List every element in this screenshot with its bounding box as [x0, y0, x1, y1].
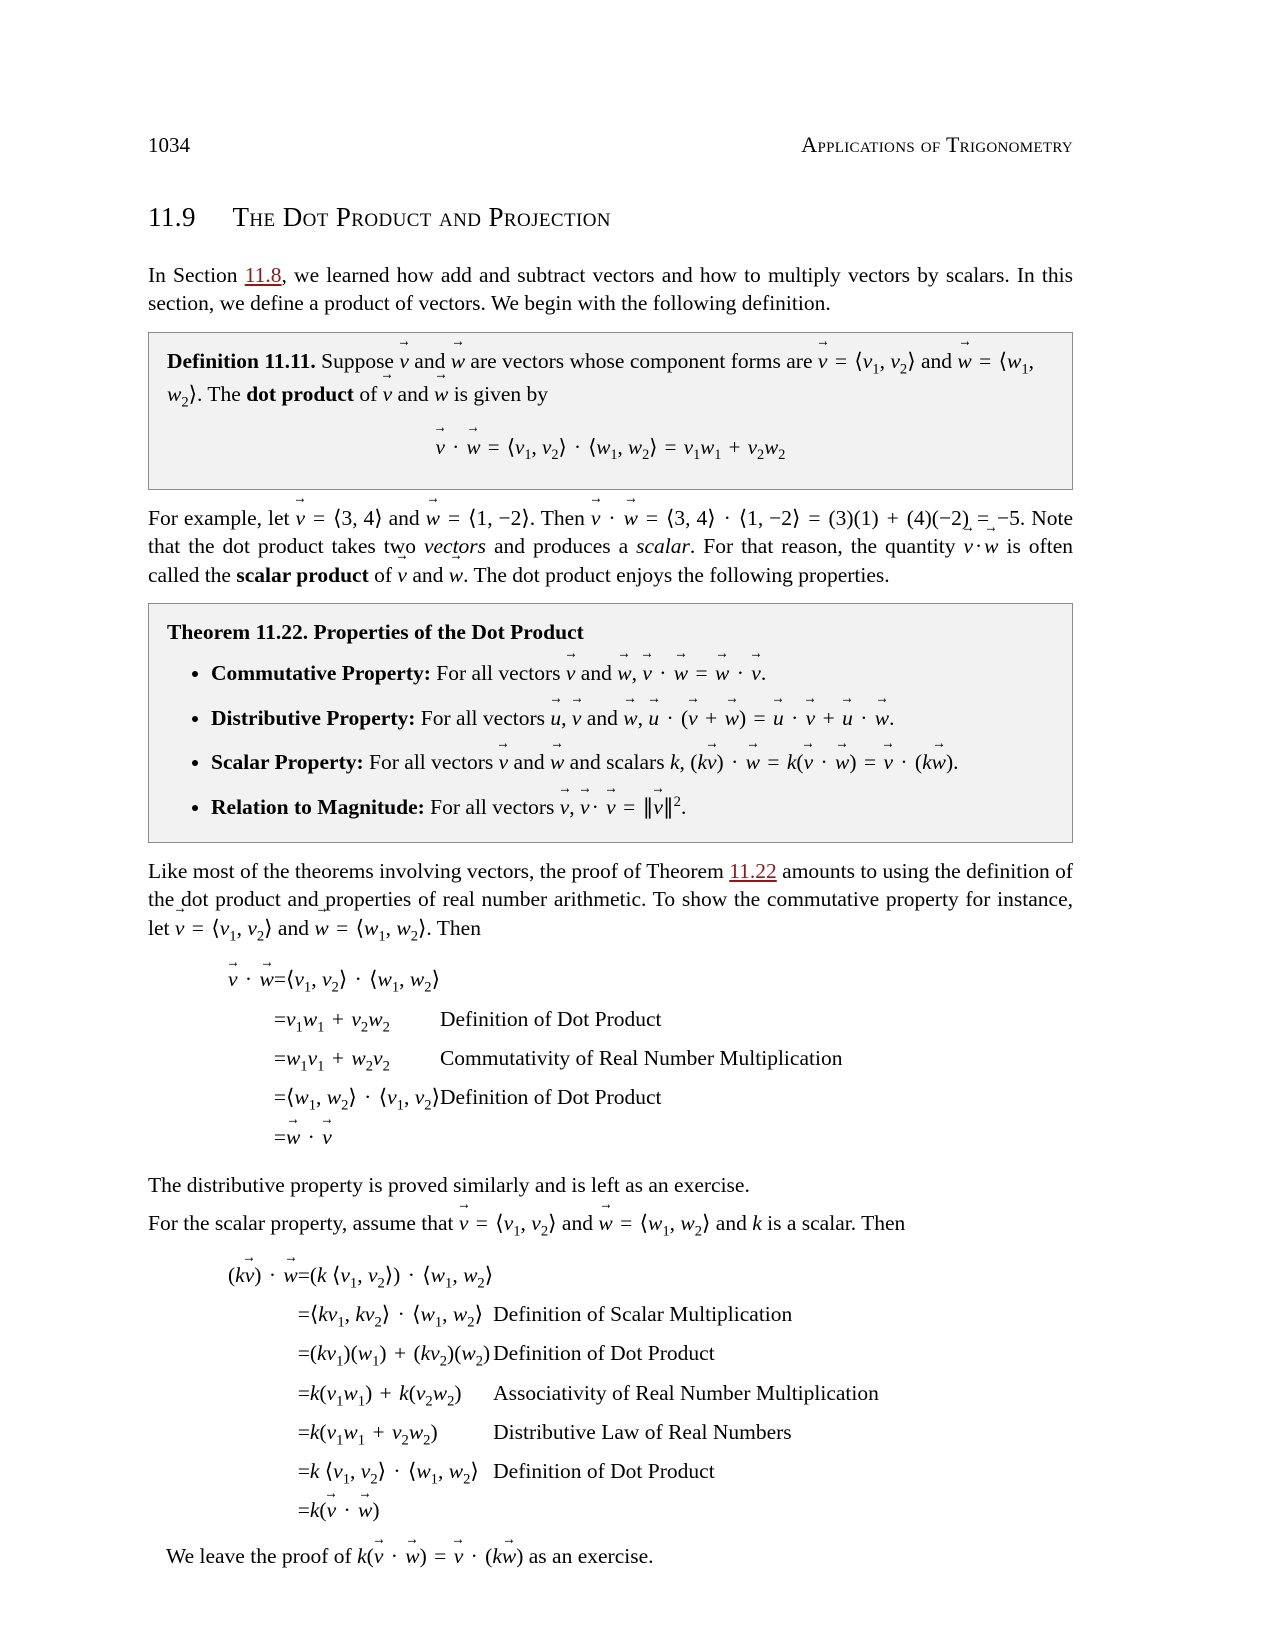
derivation-rhs: $k(v_1w_1) + k(v_2w_2)$ [309, 1380, 462, 1409]
property-name: Commutative Property: [211, 660, 431, 685]
table-row [228, 1493, 879, 1528]
relation-symbol: = [297, 1419, 310, 1444]
proof-intro-text-a: Like most of the theorems involving vectors, the proof of Theorem [148, 859, 730, 884]
section-number: 11.9 [148, 202, 196, 232]
relation-symbol: = [297, 1459, 310, 1484]
table-row [228, 1258, 879, 1297]
derivation-reason: Associativity of Real Number Multiplication [493, 1380, 879, 1405]
table-row [228, 1002, 842, 1041]
derivation-rhs: k(v → · w →) [310, 1493, 493, 1528]
derivation-rhs: $⟨v_1$, $v_2⟩$ · $⟨w_1$, $w_2⟩$ [285, 967, 440, 996]
relation-symbol: = [273, 1124, 286, 1149]
derivation-rhs: $k(v_1w_1 + v_2w_2)$ [309, 1419, 438, 1449]
derivation-lhs: (kv →) · w → [228, 1258, 298, 1297]
theorem-property-list [167, 659, 1054, 822]
property-name: Relation to Magnitude: [211, 795, 425, 820]
intro-paragraph [148, 261, 1073, 318]
table-row [228, 962, 842, 1001]
relation-symbol: = [273, 967, 286, 992]
scalar-property-setup: For the scalar property, assume that v → = $⟨v_1$, $v_2⟩$ and w → = $⟨w_1$, $w_2⟩$ and k is a scalar. Then [148, 1209, 1073, 1242]
intro-text-a: In Section [148, 263, 245, 287]
relation-symbol: = [273, 1046, 286, 1071]
derivation-reason: Commutativity of Real Number Multiplication [439, 1046, 843, 1071]
derivation-reason [493, 1493, 879, 1528]
derivation-reason: Definition of Dot Product [439, 1085, 662, 1110]
page-content [148, 132, 1073, 1569]
closing-paragraph: We leave the proof of k(v → · w →) = v → · (kw →) as an exercise. [166, 1544, 1073, 1569]
derivation-rhs: $⟨kv_1$, $kv_2⟩$ · $⟨w_1$, $w_2⟩$ [309, 1301, 483, 1331]
relation-symbol: = [273, 1006, 286, 1031]
derivation-reason [493, 1258, 879, 1297]
relation-symbol: = [297, 1498, 310, 1523]
definition-label: Definition 11.11. [167, 348, 316, 373]
intro-text-b: , we learned how add and subtract vectors and how to multiply vectors by scalars. In this section, we define a product of vectors. We begin with the following definition. [148, 263, 1073, 316]
derivation-scalar [228, 1258, 879, 1529]
running-header [148, 132, 1073, 158]
page-number: 1034 [148, 133, 190, 157]
distributive-note: The distributive property is proved similarly and is left as an exercise. [148, 1172, 750, 1197]
list-item: • Distributive Property: For all vectors u →, v → and w →, u → · (v → + w →) = u → · v → + u → · w →. [211, 704, 1054, 733]
derivation-rhs: w → · v → [286, 1120, 440, 1155]
list-item: • Commutative Property: For all vectors v → and w →, v → · w → = w → · v →. [211, 659, 1054, 688]
table-row [228, 1376, 879, 1415]
derivation-rhs: $w_1v_1 + w_2v_2$ [285, 1046, 390, 1075]
relation-symbol: = [273, 1085, 286, 1110]
derivation-reason: Definition of Scalar Multiplication [493, 1301, 793, 1326]
running-title: Applications of Trigonometry [801, 132, 1073, 157]
derivation-reason: Definition of Dot Product [493, 1459, 715, 1484]
theorem-title: Theorem 11.22. Properties of the Dot Product [167, 619, 584, 644]
table-row [228, 1415, 879, 1454]
table-row [228, 1120, 842, 1155]
section-title: The Dot Product and Projection [232, 202, 611, 232]
section-heading [148, 202, 1073, 233]
derivation-rhs: $⟨w_1$, $w_2⟩$ · $⟨v_1$, $v_2⟩$ [285, 1085, 440, 1114]
derivation-reason: Definition of Dot Product [493, 1341, 715, 1366]
list-item: • Relation to Magnitude: For all vectors v →, v →· v → = ∥v →∥$^2$. [211, 793, 1054, 822]
example-paragraph: For example, let v → = ⟨3, 4⟩ and w → = ⟨1, −2⟩. Then v → · w → = ⟨3, 4⟩ · ⟨1, −2⟩ = (3)(1) + (4)(−2) = −5. Note that the dot product takes two vectors and produces a scalar. For that reason, the quantity v →·w → is often called the scalar product of v → and w →. The dot product enjoys the following properties. [148, 504, 1073, 589]
definition-statement: Definition 11.11. Suppose v → and w → are vectors whose component forms are v → = $⟨v_1$, $v_2⟩$ and w → = $⟨w_1$, $w_2⟩$. The dot product of v → and w → is given by [167, 347, 1054, 413]
relation-symbol: = [297, 1380, 310, 1405]
relation-symbol: = [297, 1341, 310, 1366]
derivation-rhs: $(kv_1)(w_1) + (kv_2)(w_2)$ [309, 1341, 491, 1370]
derivation-rhs: k $⟨v_1$, $v_2⟩$ · $⟨w_1$, $w_2⟩$ [309, 1459, 479, 1488]
table-row [228, 1336, 879, 1375]
relation-symbol: = [297, 1262, 310, 1287]
derivation-reason: Definition of Dot Product [439, 1006, 662, 1031]
derivation-rhs: (k $⟨v_1$, $v_2⟩$) · $⟨w_1$, $w_2⟩$ [309, 1262, 494, 1291]
derivation-commutative [228, 962, 842, 1154]
theorem-reference-link[interactable]: 11.22 [729, 859, 777, 884]
list-item: • Scalar Property: For all vectors v → and w → and scalars k, (kv →) · w → = k(v → · w →) = v → · (kw →). [211, 748, 1054, 777]
derivation-lhs: v → · w → [228, 962, 274, 1001]
proof-intro-paragraph: Like most of the theorems involving vectors, the proof of Theorem 11.22 amounts to using the definition of the dot product and properties of real number arithmetic. To show the commutative property for instance, let v → = $⟨v_1$, $v_2⟩$ and w → = $⟨w_1$, $w_2⟩$. Then [148, 857, 1073, 946]
derivation-rhs: $v_1w_1 + v_2w_2$ [285, 1006, 390, 1036]
definition-box [148, 332, 1073, 490]
definition-display-equation: v → · w → = $⟨v_1$, $v_2⟩$ · $⟨w_1$, $w_2⟩ = v_1w_1 + v_2w_2$ [167, 433, 1054, 465]
dot-product-term: dot product [246, 381, 354, 406]
derivation-reason: Distributive Law of Real Numbers [493, 1419, 792, 1444]
derivation-reason [440, 1120, 842, 1155]
theorem-box [148, 603, 1073, 843]
section-reference-link[interactable]: 11.8 [244, 263, 282, 287]
property-name: Distributive Property: [211, 705, 416, 730]
table-row [228, 1041, 842, 1080]
derivation-reason [440, 962, 842, 1001]
property-name: Scalar Property: [211, 750, 364, 775]
table-row [228, 1297, 879, 1336]
relation-symbol: = [297, 1301, 310, 1326]
